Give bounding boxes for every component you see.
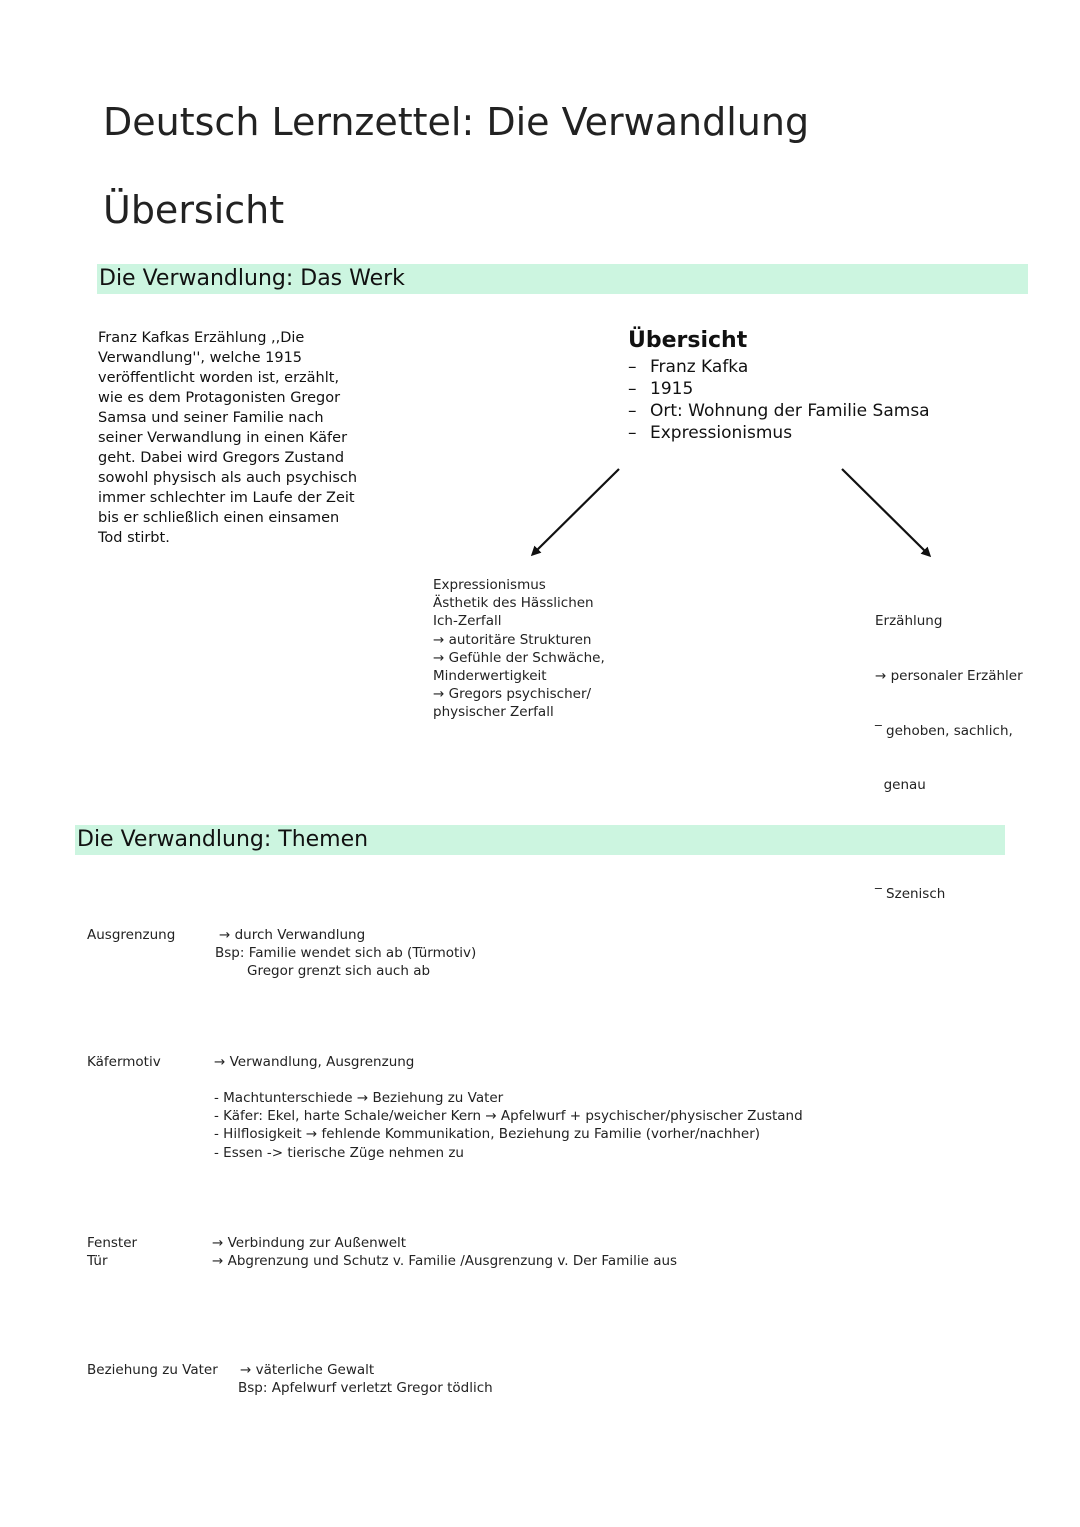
section-header-themen: Die Verwandlung: Themen <box>75 825 1005 855</box>
theme-line: - Käfer: Ekel, harte Schale/weicher Kern → Apfelwurf + psychischer/physischer Zustand <box>214 1108 803 1125</box>
branch-line: Erzählung <box>875 613 943 630</box>
theme-line: → väterliche Gewalt <box>240 1362 375 1378</box>
theme-label-fenster-tuer <box>87 1234 137 1270</box>
branch-line: → personaler Erzähler <box>875 668 1023 685</box>
branch-line: Ich-Zerfall <box>433 613 502 630</box>
branch-line: Minderwertigkeit <box>433 668 547 685</box>
theme-line: → Verbindung zur Außenwelt <box>212 1235 407 1251</box>
branch-line: Ästhetik des Hässlichen <box>433 595 594 612</box>
theme-line: Bsp: Apfelwurf verletzt Gregor tödlich <box>238 1380 493 1397</box>
theme-line: Gregor grenzt sich auch ab <box>247 963 431 980</box>
theme-label-tuer: Tür <box>87 1253 108 1270</box>
theme-text-ausgrenzung <box>215 926 476 981</box>
theme-label-vater: Beziehung zu Vater <box>87 1362 218 1378</box>
theme-text-vater <box>240 1361 493 1397</box>
theme-label-ausgrenzung: Ausgrenzung <box>87 927 176 943</box>
theme-line: - Essen -> tierische Züge nehmen zu <box>214 1144 464 1161</box>
overview-heading: Übersicht <box>103 188 285 232</box>
theme-line: - Machtunterschiede → Beziehung zu Vater <box>214 1090 504 1106</box>
theme-line: → durch Verwandlung <box>219 927 366 943</box>
branch-line: ‾ Szenisch <box>875 886 946 903</box>
page-title: Deutsch Lernzettel: Die Verwandlung <box>103 100 810 144</box>
branch-line: genau <box>875 777 926 794</box>
theme-text-fenster-tuer <box>212 1234 677 1270</box>
branch-line: → Gefühle der Schwäche, <box>433 649 605 666</box>
branch-line: ‾ gehoben, sachlich, <box>875 722 1013 739</box>
overview-item: – Ort: Wohnung der Familie Samsa <box>628 400 930 422</box>
theme-text-kaefermotiv <box>214 1089 803 1162</box>
overview-item: – 1915 <box>628 378 930 400</box>
theme-line: → Abgrenzung und Schutz v. Familie /Ausgrenzung v. Der Familie aus <box>212 1253 678 1270</box>
branch-line: physischer Zerfall <box>433 704 554 721</box>
theme-label-kaefermotiv: Käfermotiv <box>87 1054 161 1070</box>
overview-item: – Franz Kafka <box>628 356 930 378</box>
intro-paragraph: Franz Kafkas Erzählung ,,Die Verwandlung'', welche 1915 veröffentlicht worden ist, erzählt, wie es dem Protagonisten Gregor Samsa und seiner Familie nach seiner Verwandlung in einen Käfer geht. Dabei wird Gregors Zustand sowohl physisch als auch psychisch immer schlechter im Laufe der Zeit bis er schließlich einen einsamen Tod stirbt. <box>98 330 358 546</box>
theme-line: Bsp: Familie wendet sich ab (Türmotiv) <box>215 945 477 962</box>
theme-label-fenster: Fenster <box>87 1235 138 1251</box>
branch-erzaehlung <box>875 576 1023 922</box>
section-header-werk: Die Verwandlung: Das Werk <box>97 264 1028 294</box>
theme-lead-kaefermotiv: → Verwandlung, Ausgrenzung <box>214 1054 415 1070</box>
branch-line: → Gregors psychischer/ <box>433 686 592 703</box>
arrow-right <box>842 469 929 555</box>
theme-line: - Hilflosigkeit → fehlende Kommunikation, Beziehung zu Familie (vorher/nachher) <box>214 1126 761 1143</box>
branch-expressionismus <box>433 576 605 722</box>
overview-box-title: Übersicht <box>628 328 748 353</box>
arrow-left <box>533 469 619 554</box>
overview-item: – Expressionismus <box>628 422 930 444</box>
branch-line: Expressionismus <box>433 577 546 593</box>
branch-line: → autoritäre Strukturen <box>433 631 592 648</box>
